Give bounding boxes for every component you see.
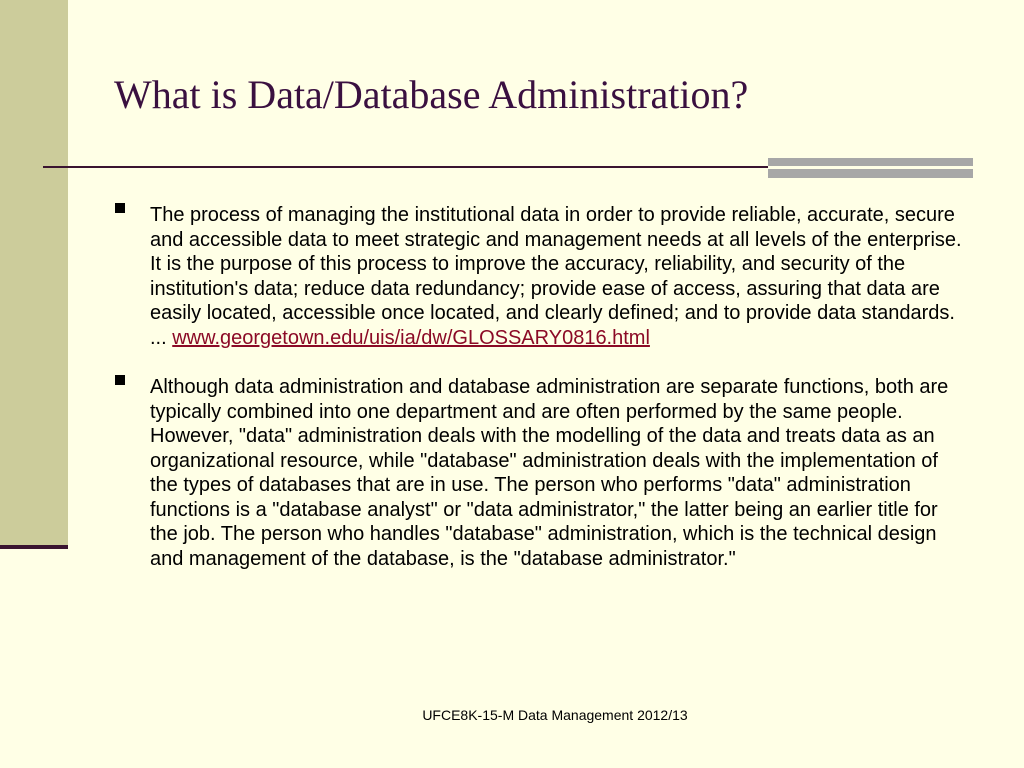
bullet-text: The process of managing the institutional data in order to provide reliable, accurate, secure and accessible data to meet strategic and management needs at all levels of the enterprise. It is the purpose of this process to improve the accuracy, reliability, and security of the institution's data; reduce data redundancy; provide ease of access, assuring that data are easily located, accessible once located, and clearly defined; and to provide data standards. ... bbox=[150, 204, 962, 349]
title-divider-line bbox=[43, 166, 769, 168]
square-bullet-icon bbox=[115, 375, 125, 385]
left-decorative-bar bbox=[0, 0, 68, 545]
bullet-item bbox=[110, 203, 970, 350]
bullet-item bbox=[110, 375, 970, 571]
bullet-text: Although data administration and database administration are separate functions, both are typically combined into one department and are often performed by the same people. However, "data" administration deals with the modelling of the data and treats data as an organizational resource, while "database" administration deals with the implementation of the types of databases that are in use. The person who performs "data" administration functions is a "database analyst" or "data administrator," the latter being an earlier title for the job. The person who handles "database" administration, which is the technical design and management of the database, is the "database administrator." bbox=[150, 376, 949, 570]
left-bar-underline bbox=[0, 545, 68, 549]
slide-footer: UFCE8K-15-M Data Management 2012/13 bbox=[422, 707, 688, 723]
square-bullet-icon bbox=[115, 203, 125, 213]
slide-title: What is Data/Database Administration? bbox=[114, 72, 749, 117]
bullet-list bbox=[110, 203, 970, 596]
title-divider-block-stripe bbox=[768, 166, 973, 169]
glossary-link[interactable]: www.georgetown.edu/uis/ia/dw/GLOSSARY0816.html bbox=[172, 326, 650, 349]
